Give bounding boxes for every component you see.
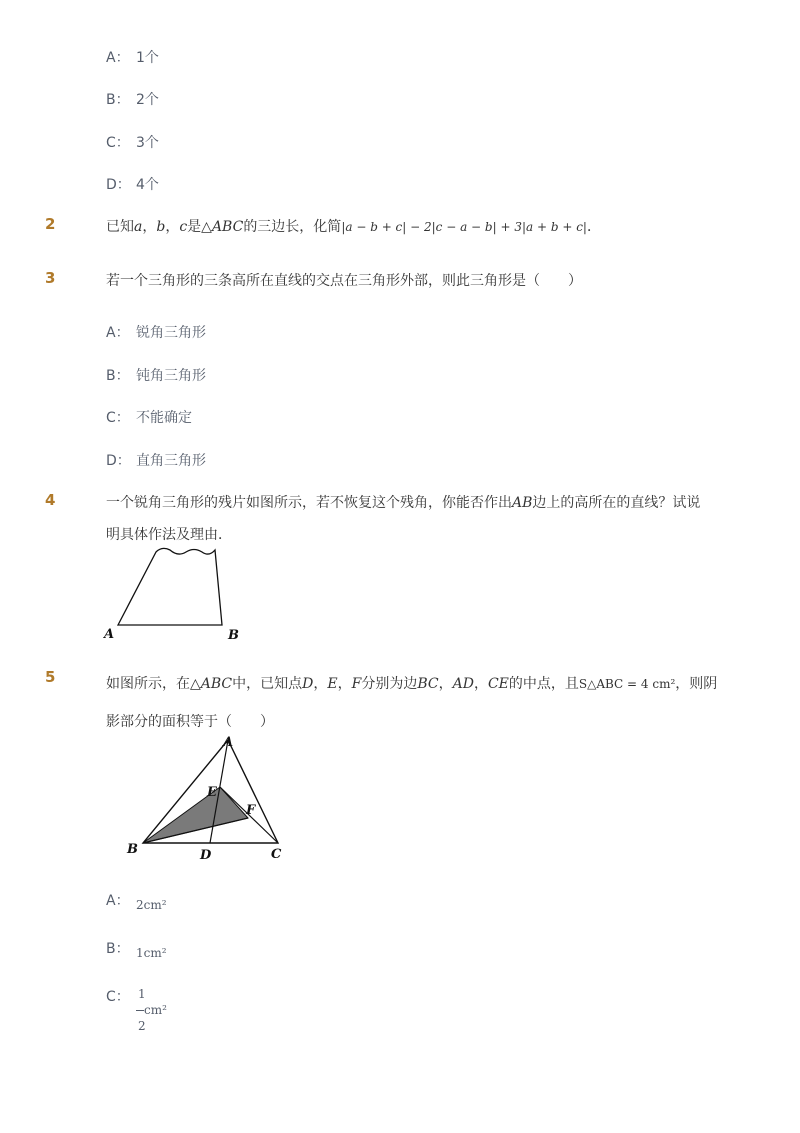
q1-option-c[interactable]: C： 3个 [106,135,159,151]
fraction-half-cm2: 1 cm² 2 [138,987,167,1033]
triangle-fragment-figure [100,544,250,644]
label-b: B [127,842,138,857]
question-3-text: 若一个三角形的三条高所在直线的交点在三角形外部，则此三角形是（ ） [106,273,582,289]
abs-expression: |a − b + c| − 2|c − a − b| + 3|a + b + c| [341,220,587,234]
label-b: B [228,628,239,643]
q1-option-d[interactable]: D： 4个 [106,177,159,193]
question-number-5: 5 [45,668,56,686]
label-c: C [271,847,282,862]
q3-option-b[interactable]: B： 钝角三角形 [106,368,206,384]
q1-option-b[interactable]: B： 2个 [106,92,159,108]
question-number-2: 2 [45,215,56,233]
q3-option-d[interactable]: D： 直角三角形 [106,453,206,469]
q5-option-b[interactable]: B： 1cm² [106,941,167,960]
question-4-line-2: 明具体作法及理由． [106,527,232,543]
question-5-line-1: 如图所示，在△ABC中，已知点D，E，F分别为边BC，AD，CE的中点，且S△ABC = 4 cm²，则阴 [106,676,718,692]
q3-option-a[interactable]: A： 锐角三角形 [106,325,206,341]
area-expression: S△ABC = 4 cm² [578,677,676,691]
q1-option-a[interactable]: A： 1个 [106,50,159,66]
label-e: E [207,785,217,800]
question-4-line-1: 一个锐角三角形的残片如图所示，若不恢复这个残角，你能否作出AB边上的高所在的直线？试说 [106,495,701,511]
label-f: F [246,803,256,818]
question-2-text: 已知a，b，c是△ABC的三边长，化简|a − b + c| − 2|c − a − b| + 3|a + b + c|． [106,219,601,235]
label-a: A [104,627,115,642]
q3-option-c[interactable]: C： 不能确定 [106,410,192,426]
label-d: D [200,848,212,863]
question-5-line-2: 影部分的面积等于（ ） [106,714,274,730]
q5-option-a[interactable]: A： 2cm² [106,893,167,912]
question-number-4: 4 [45,491,56,509]
question-number-3: 3 [45,269,56,287]
label-a: A [223,735,234,750]
q5-option-c[interactable]: C： 1 cm² 2 [106,987,167,1033]
triangle-abc-figure [120,732,295,868]
